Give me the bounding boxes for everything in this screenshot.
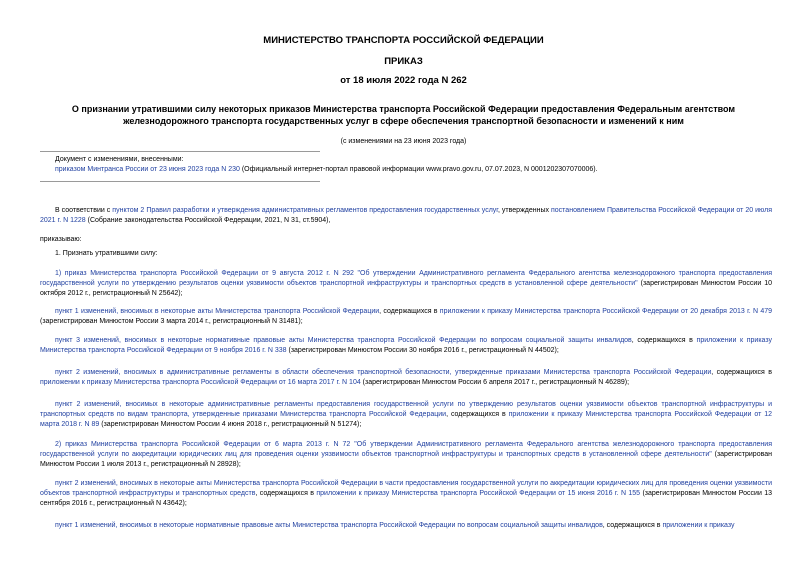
divider-top (40, 151, 320, 152)
text-fragment: (зарегистрирован Минюстом России 6 апреля 2017 г., регистрационный N 46289); (360, 379, 630, 386)
paragraph-order-89 (40, 400, 772, 430)
changes-line (55, 166, 598, 173)
text-fragment: , содержащихся в (255, 490, 317, 497)
text-fragment: , содержащихся в (711, 369, 772, 376)
amendment-link[interactable]: пункт 2 изменений, вносимых в некоторые административные регламенты предоставления государственной услуги по утверждению результатов оценки уязвимости объектов транспортной инфраструктуры и транспортных средств по видам транспорта, утвержденные приказами Министерства транспорта Российской Федерации (40, 401, 772, 418)
changes-source: (Официальный интернет-портал правовой информации www.pravo.gov.ru, 07.07.2023, N 0001202307070006). (239, 166, 598, 173)
order-292-link[interactable]: 1) приказ Министерства транспорта Российской Федерации от 9 августа 2012 г. N 292 "Об утверждении Административного регламента Федерального агентства железнодорожного транспорта предоставления государственной услуги по утверждению результатов оценки уязвимости объектов транспортной инфраструктуры и транспортных средств в установленной сфере деятельности" (40, 270, 772, 287)
divider-bottom (40, 181, 320, 182)
government-decree-link[interactable]: постановлением Правительства Российской Федерации от 20 июля 2021 г. N 1228 (40, 207, 773, 224)
amendment-link[interactable]: пункт 2 изменений, вносимых в административные регламенты в области обеспечения транспортной безопасности, утвержденные приказами Министерства транспорта Российской Федерации (55, 369, 712, 376)
text-fragment: (зарегистрирован Минюстом России 10 октября 2012 г., регистрационный N 25642); (40, 280, 772, 297)
appendix-link[interactable]: приложении к приказу Министерства транспорта Российской Федерации от 16 марта 2017 г. N 104 (40, 379, 361, 386)
paragraph-order: приказываю: (40, 236, 82, 243)
changes-label: Документ с изменениями, внесенными: (55, 156, 184, 163)
appendix-link[interactable]: приложении к приказу Министерства транспорта Российской Федерации от 20 декабря 2013 г. N 479 (439, 308, 772, 315)
amendment-link[interactable]: пункт 3 изменений, вносимых в некоторые нормативные правовые акты Министерства транспорта Российской Федерации по вопросам социальной защиты инвалидов (55, 337, 632, 344)
paragraph-disability (40, 521, 772, 531)
text-fragment: , содержащихся в (602, 522, 663, 529)
amendment-link[interactable]: пункт 1 изменений, вносимых в некоторые акты Министерства транспорта Российской Федерации (55, 308, 380, 315)
paragraph-order-292 (40, 269, 772, 299)
rules-link[interactable]: пунктом 2 Правил разработки и утверждения административных регламентов предоставления государственных услуг (112, 207, 498, 214)
appendix-link[interactable]: приложении к приказу (662, 522, 735, 529)
text-fragment: (зарегистрирован Минюстом России 13 сентября 2016 г., регистрационный N 43642); (40, 490, 773, 507)
appendix-link[interactable]: приложении к приказу Министерства транспорта Российской Федерации от 15 июня 2016 г. N 155 (316, 490, 641, 497)
text-fragment: , содержащихся в (446, 411, 509, 418)
paragraph-basis (40, 206, 772, 226)
order-72-link[interactable]: 2) приказ Министерства транспорта Российской Федерации от 6 марта 2013 г. N 72 "Об утверждении Административного регламента Федерального агентства железнодорожного транспорта предоставления государственной услуги по аккредитации юридических лиц для проведения оценки уязвимости объектов транспортной инфраструктуры и транспортных средств в установленной сфере деятельности" (40, 441, 772, 458)
text-fragment: , содержащихся в (631, 337, 697, 344)
text-fragment: (зарегистрирован Минюстом России 30 ноября 2016 г., регистрационный N 44502); (286, 347, 559, 354)
appendix-link[interactable]: приложении к приказу Министерства транспорта Российской Федерации от 9 ноября 2016 г. N 338 (40, 337, 772, 354)
paragraph-order-338 (40, 336, 772, 356)
paragraph-order-479 (40, 307, 772, 327)
appendix-link[interactable]: приложении к приказу Министерства транспорта Российской Федерации от 12 марта 2018 г. N 89 (40, 411, 772, 428)
text-fragment: (Собрание законодательства Российской Федерации, 2021, N 31, ст.5904), (85, 217, 331, 224)
text-fragment: (зарегистрирован Минюстом России 4 июня 2018 г., регистрационный N 51274); (99, 421, 362, 428)
text-fragment: (зарегистрирован Минюстом России 3 марта 2014 г., регистрационный N 31481); (40, 318, 303, 325)
text-fragment: В соответствии с (55, 207, 113, 214)
paragraph-item-1: 1. Признать утратившими силу: (55, 250, 158, 257)
changes-link[interactable]: приказом Минтранса России от 23 июня 2023 года N 230 (55, 166, 240, 173)
paragraph-order-104 (40, 368, 772, 388)
text-fragment: (зарегистрирован Минюстом России 1 июля 2013 г., регистрационный N 28928); (40, 451, 772, 468)
text-fragment: , содержащихся в (379, 308, 440, 315)
edition-note: (с изменениями на 23 июня 2023 года) (340, 138, 467, 145)
amendment-link[interactable]: пункт 2 изменений, вносимых в некоторые акты Министерства транспорта Российской Федерации в части предоставления государственной услуги по аккредитации юридических лиц для проведения оценки уязвимости объектов транспортной инфраструктуры и транспортных средств (40, 480, 772, 497)
paragraph-order-72 (40, 440, 772, 470)
document-title: О признании утратившими силу некоторых приказов Министерства транспорта Российской Федерации предоставления Федеральным агентством железнодорожного транспорта государственных услуг в сфере обеспечения транспортной безопасности и изменений к ним (71, 104, 736, 126)
date-number-heading: от 18 июля 2022 года N 262 (340, 75, 467, 86)
text-fragment: , утвержденных (497, 207, 551, 214)
amendment-link[interactable]: пункт 1 изменений, вносимых в некоторые нормативные правовые акты Министерства транспорта Российской Федерации по вопросам социальной защиты инвалидов (55, 522, 603, 529)
ministry-heading: МИНИСТЕРСТВО ТРАНСПОРТА РОССИЙСКОЙ ФЕДЕРАЦИИ (263, 35, 544, 46)
paragraph-order-155 (40, 479, 772, 509)
document-type-heading: ПРИКАЗ (384, 56, 423, 67)
